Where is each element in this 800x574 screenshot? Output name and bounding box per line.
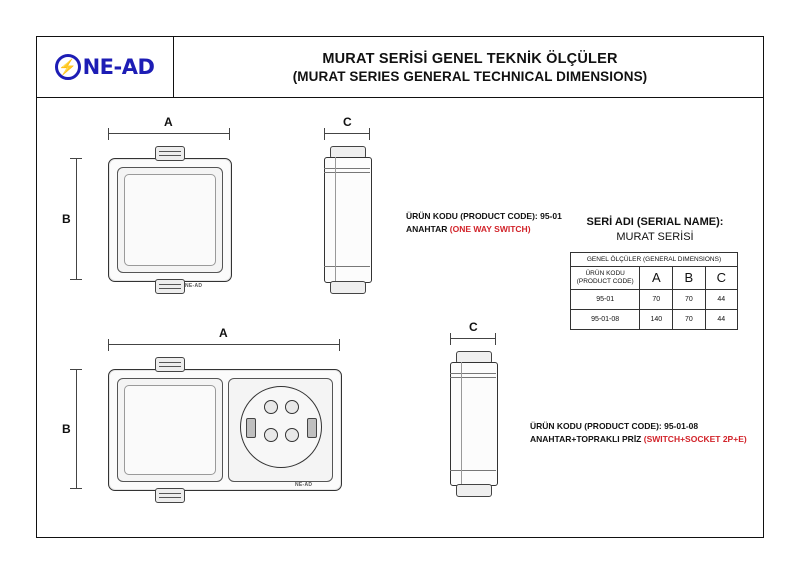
table-col-code-en: (PRODUCT CODE)	[576, 278, 634, 285]
page-title	[176, 36, 764, 98]
combo-side-edge	[461, 362, 462, 484]
circle-bolt-icon: ⚡	[55, 54, 81, 80]
switch-top-lug	[155, 146, 185, 161]
dim-b-switch-tick-top	[70, 158, 82, 159]
logo-cell	[36, 36, 174, 98]
table-cell-b: 70	[673, 290, 705, 310]
dim-b-switch-line	[76, 158, 77, 280]
table-col-code	[571, 267, 640, 290]
dim-a-combo-tick-right	[339, 339, 340, 351]
dim-c-switch-line	[324, 133, 370, 134]
combo-rocker	[124, 385, 216, 475]
table-row	[571, 310, 738, 330]
note-socket-name-en: (SWITCH+SOCKET 2P+E)	[643, 434, 747, 444]
combo-side-line-3	[450, 470, 496, 471]
table-cell-code: 95-01	[571, 290, 640, 310]
dim-c-switch-tick-right	[369, 128, 370, 140]
note-switch	[406, 210, 596, 236]
combo-brand-mark: NE-AD	[295, 482, 313, 488]
dimensions-table	[570, 252, 738, 330]
dim-b-combo-tick-top	[70, 369, 82, 370]
switch-rocker	[124, 174, 216, 266]
dim-c-switch-tick-left	[324, 128, 325, 140]
note-socket	[530, 420, 760, 446]
switch-side-line-3	[324, 266, 370, 267]
note-switch-name-en: (ONE WAY SWITCH)	[449, 224, 531, 234]
table-col-code-tr: ÜRÜN KODU	[585, 270, 625, 277]
dim-b-combo-label: B	[62, 422, 71, 436]
dim-c-combo-line	[450, 338, 496, 339]
table-cell-b: 70	[673, 310, 705, 330]
series-name: MURAT SERİSİ	[616, 231, 694, 243]
combo-top-lug-left	[155, 357, 185, 372]
combo-side-line-1	[450, 373, 496, 374]
socket-earth-clip-left	[246, 418, 256, 438]
note-switch-name-tr: ANAHTAR	[406, 224, 450, 234]
socket-pin-hole-right	[285, 400, 299, 414]
dim-c-combo-tick-right	[495, 333, 496, 345]
socket-pin-hole-left	[264, 400, 278, 414]
dim-a-switch-line	[108, 133, 230, 134]
dim-a-switch-tick-left	[108, 128, 109, 140]
logo-text: NE-AD	[82, 55, 155, 79]
table-cell-a: 70	[640, 290, 673, 310]
dim-b-switch-label: B	[62, 212, 71, 226]
dim-b-combo-line	[76, 369, 77, 489]
combo-side-bottom-cap	[456, 484, 492, 497]
socket-lower-hole-left	[264, 428, 278, 442]
switch-side-line-1	[324, 168, 370, 169]
table-header-row	[571, 267, 738, 290]
switch-side-bottom-cap	[330, 281, 366, 294]
dim-b-combo-tick-bottom	[70, 488, 82, 489]
note-socket-name-tr: ANAHTAR+TOPRAKLI PRİZ	[530, 434, 644, 444]
title-line-en: (MURAT SERIES GENERAL TECHNICAL DIMENSIONS)	[292, 68, 648, 84]
table-col-a: A	[640, 267, 673, 290]
dim-a-combo-tick-left	[108, 339, 109, 351]
brand-logo	[55, 54, 155, 80]
table-row	[571, 290, 738, 310]
table-caption: GENEL ÖLÇÜLER (GENERAL DIMENSIONS)	[571, 253, 738, 267]
dim-c-combo-tick-left	[450, 333, 451, 345]
note-switch-code: ÜRÜN KODU (PRODUCT CODE): 95-01	[406, 211, 562, 221]
dim-a-combo-line	[108, 344, 340, 345]
table-col-b: B	[673, 267, 705, 290]
table-col-c: C	[705, 267, 737, 290]
note-socket-code: ÜRÜN KODU (PRODUCT CODE): 95-01-08	[530, 421, 699, 431]
dim-c-combo-label: C	[469, 320, 478, 334]
dim-c-switch-label: C	[343, 115, 352, 129]
switch-side-line-2	[324, 172, 370, 173]
table-cell-a: 140	[640, 310, 673, 330]
combo-bottom-lug-left	[155, 488, 185, 503]
series-title: SERİ ADI (SERIAL NAME):	[586, 216, 724, 228]
combo-side-line-2	[450, 377, 496, 378]
dim-a-switch-label: A	[164, 115, 173, 129]
table-cell-c: 44	[705, 290, 737, 310]
title-line-tr: MURAT SERİSİ GENEL TEKNİK ÖLÇÜLER	[322, 50, 618, 67]
socket-lower-hole-right	[285, 428, 299, 442]
switch-bottom-lug	[155, 279, 185, 294]
dim-a-combo-label: A	[219, 326, 228, 340]
switch-brand-mark: NE-AD	[185, 283, 203, 289]
combo-side-body	[450, 362, 498, 486]
table-cell-c: 44	[705, 310, 737, 330]
dim-a-switch-tick-right	[229, 128, 230, 140]
switch-side-edge	[335, 157, 336, 281]
table-caption-row	[571, 253, 738, 267]
switch-side-body	[324, 157, 372, 283]
table-cell-code: 95-01-08	[571, 310, 640, 330]
dim-b-switch-tick-bottom	[70, 279, 82, 280]
socket-earth-clip-right	[307, 418, 317, 438]
